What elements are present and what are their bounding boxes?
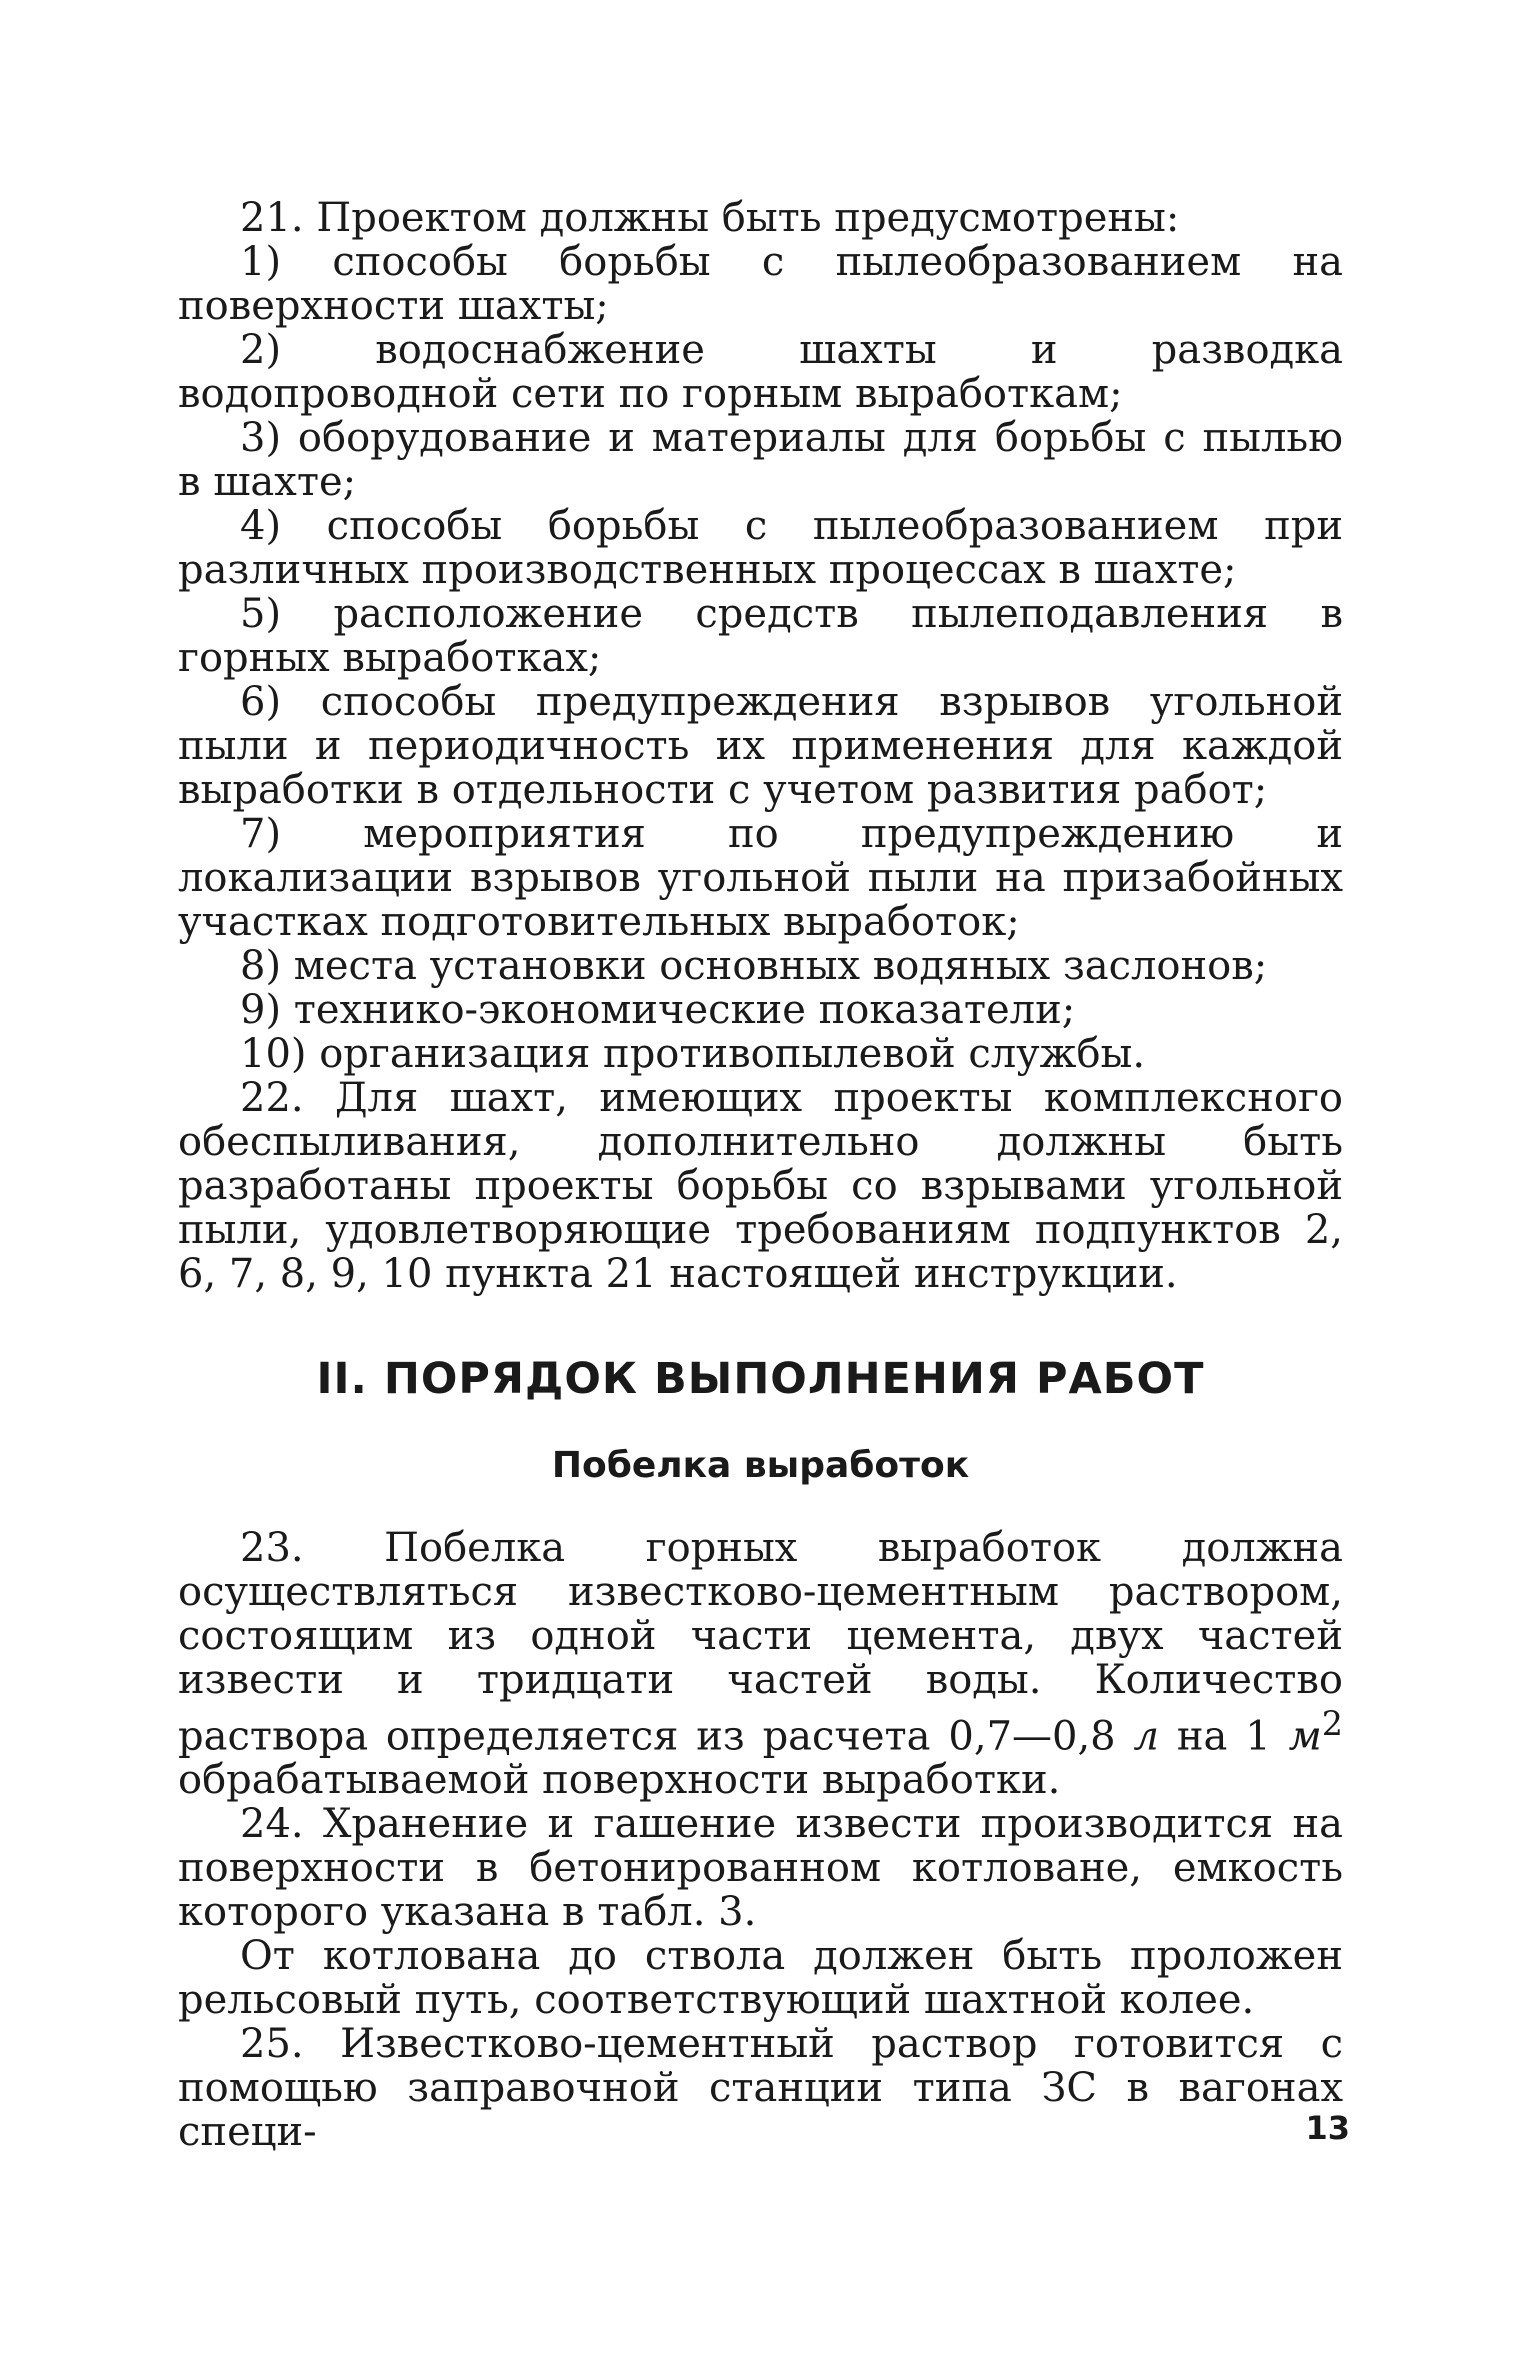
paragraph-21-intro: 21. Проектом должны быть предусмотрены: (240, 195, 1180, 241)
list-item: 2) водоснабжение шахты и разводка водопроводной сети по горным выработкам; (178, 327, 1343, 417)
unit-meter: м (1288, 1713, 1322, 1760)
list-item: 10) организация противопылевой службы. (240, 1031, 1146, 1077)
list-item: 5) расположение средств пылеподавления в горных выработках; (178, 591, 1343, 681)
list-item: 3) оборудование и материалы для борьбы с пылью в шахте; (178, 415, 1343, 505)
section-title: II. ПОРЯДОК ВЫПОЛНЕНИЯ РАБОТ (316, 1354, 1205, 1404)
paragraph-24-continued: От котлована до ствола должен быть проложен рельсовый путь, соответствующий шахтной колее. (178, 1933, 1343, 2024)
paragraph-24: 24. Хранение и гашение извести производится на поверхности в бетонированном котловане, емкость которого указана в табл. 3. (178, 1801, 1343, 1936)
list-item: 8) места установки основных водяных заслонов; (240, 943, 1268, 989)
subsection-title: Побелка выработок (551, 1445, 970, 1486)
paragraph-23-text-end: обрабатываемой поверхности выработки. (178, 1757, 1061, 1804)
unit-liter: л (1133, 1713, 1159, 1760)
body-text (178, 196, 1343, 2154)
list-item: 7) мероприятия по предупреждению и локализации взрывов угольной пыли на призабойных участках подготовительных выработок; (178, 811, 1343, 945)
list-item: 4) способы борьбы с пылеобразованием при различных производственных процессах в шахте; (178, 503, 1343, 593)
paragraph-22: 22. Для шахт, имеющих проекты комплексного обеспыливания, дополнительно должны быть разработаны проекты борьбы со взрывами угольной пыли, удовлетворяющие требованиям подпунктов 2, 6, 7, 8, 9, 10 пункта 21 настоящей инструкции. (178, 1075, 1343, 1297)
list-item: 9) технико-экономические показатели; (240, 987, 1076, 1033)
unit-power: 2 (1321, 1704, 1344, 1743)
paragraph-23 (178, 1526, 1343, 1802)
list-item: 6) способы предупреждения взрывов угольной пыли и периодичность их применения для каждой выработки в отдельности с учетом развития работ; (178, 679, 1343, 813)
page-number: 13 (1305, 2109, 1350, 2147)
paragraph-23-text-start: 23. Побелка горных выработок должна осуществляться известково-цементным раствором, состоящим из одной части цемента, двух частей извести и тридцати частей воды. Количество раствора определяется из расчета 0,7—0,8 (178, 1525, 1343, 1760)
paragraph-23-text-mid: на 1 (1159, 1713, 1289, 1760)
list-item: 1) способы борьбы с пылеобразованием на поверхности шахты; (178, 239, 1343, 329)
paragraph-25: 25. Известково-цементный раствор готовится с помощью заправочной станции типа ЗС в вагонах специ- (178, 2021, 1343, 2156)
